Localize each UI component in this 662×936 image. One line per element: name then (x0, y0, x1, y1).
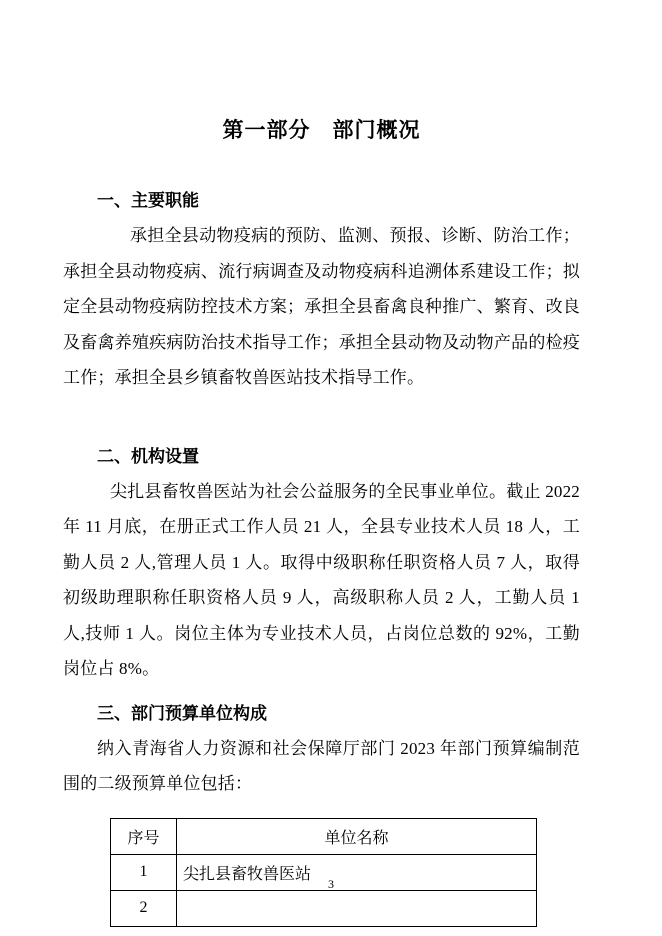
paragraph-main-functions: 承担全县动物疫病的预防、监测、预报、诊断、防治工作；承担全县动物疫病、流行病调查及动物疫病科追溯体系建设工作；拟定全县动物疫病防控技术方案；承担全县畜禽良种推广、繁育、改良及畜禽养殖疾病防治技术指导工作；承担全县动物及动物产品的检疫工作；承担全县乡镇畜牧兽医站技术指导工作。 (63, 226, 580, 387)
cell-unit-name: 尖扎县畜牧兽医站 (177, 854, 537, 890)
page-number: 3 (328, 877, 334, 891)
table-header-row (111, 818, 537, 854)
budget-units-table (110, 818, 537, 927)
section-heading-budget-units: 三、部门预算单位构成 (97, 703, 267, 723)
document-title: 第一部分 部门概况 (222, 119, 421, 142)
table-row (111, 890, 537, 926)
section-heading-organization: 二、机构设置 (97, 446, 199, 466)
section-heading-main-functions: 一、主要职能 (97, 191, 199, 210)
cell-serial-number: 1 (111, 854, 177, 890)
cell-unit-name (177, 890, 537, 926)
cell-serial-number: 2 (111, 890, 177, 926)
paragraph-budget-units: 纳入青海省人力资源和社会保障厅部门 2023 年部门预算编制范围的二级预算单位包括： (63, 738, 580, 793)
section-organization (63, 442, 580, 687)
paragraph-organization: 尖扎县畜牧兽医站为社会公益服务的全民事业单位。截止 2022 年 11 月底，在册正式工作人员 21 人，全县专业技术人员 18 人，工勤人员 2 人,管理人员 1 人。取得中级职称任职资格人员 7 人，取得初级助理职称任职资格人员 9 人，高级职称人员 2 人，工勤人员 1 人,技师 1 人。岗位主体为专业技术人员，占岗位总数的 92%，工勤岗位占 8%。 (63, 481, 580, 678)
table-header-serial-number: 序号 (111, 818, 177, 854)
section-budget-units (63, 699, 580, 802)
table-header-unit-name: 单位名称 (177, 818, 537, 854)
section-main-functions (63, 186, 580, 396)
